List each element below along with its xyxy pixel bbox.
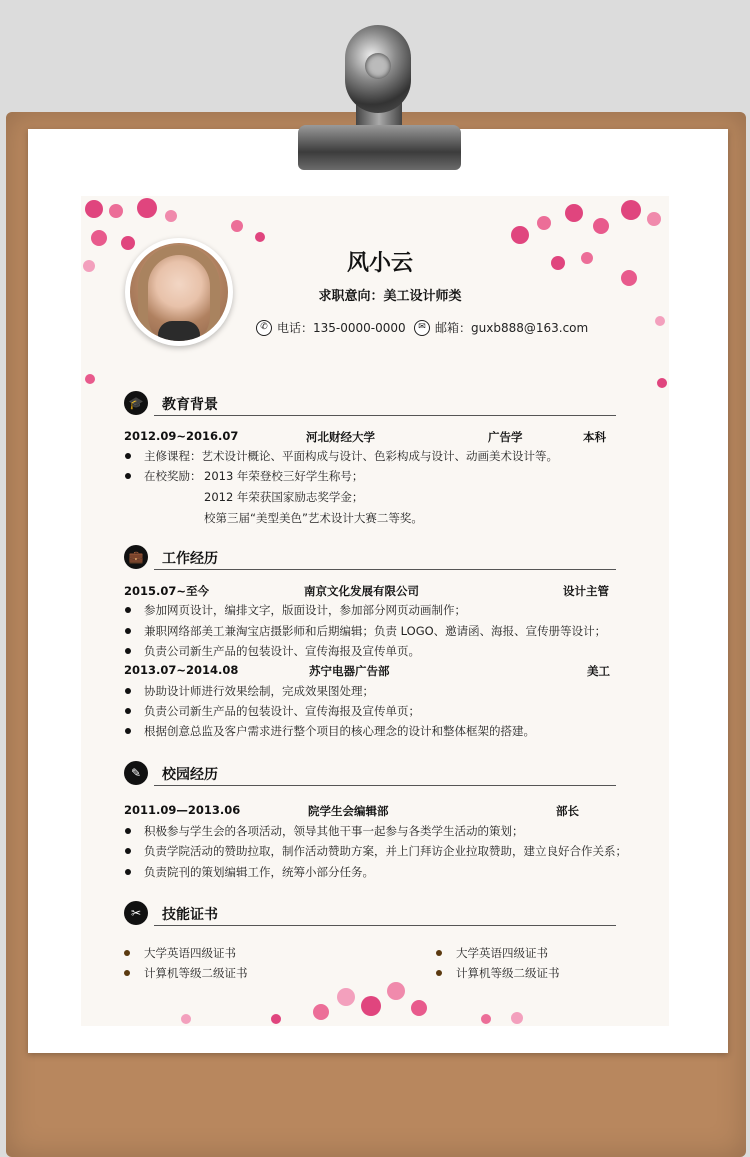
mail-icon: ✉ <box>414 320 430 336</box>
blossom-decoration <box>537 216 551 230</box>
section-header <box>124 901 616 927</box>
binder-clip <box>298 25 461 170</box>
job-role: 设计主管 <box>563 584 609 598</box>
bullet <box>436 950 442 956</box>
education-period: 2012.09~2016.07 <box>124 429 239 443</box>
blossom-decoration <box>181 1014 191 1024</box>
campus-duty: 积极参与学生会的各项活动，领导其他干事一起参与各类学生活动的策划； <box>144 824 524 838</box>
bullet <box>125 628 131 634</box>
cert-text: 计算机等级二级证书 <box>456 966 560 980</box>
bullet <box>124 970 130 976</box>
campus-role: 部长 <box>556 804 579 818</box>
blossom-decoration <box>85 374 95 384</box>
blossom-decoration <box>387 982 405 1000</box>
phone-contact <box>256 319 406 336</box>
tools-icon: ✂ <box>124 901 148 925</box>
campus-duty: 负责学院活动的赞助拉取，制作活动赞助方案，并上门拜访企业拉取赞助，建立良好合作关系； <box>144 844 627 858</box>
blossom-decoration <box>581 252 593 264</box>
job-period: 2013.07~2014.08 <box>124 663 239 677</box>
campus-period: 2011.09—2013.06 <box>124 803 241 817</box>
avatar <box>125 238 233 346</box>
section-education <box>124 391 616 417</box>
job-duty: 兼职网络部美工兼淘宝店摄影师和后期编辑；负责 LOGO、邀请函、海报、宣传册等设计； <box>144 624 607 638</box>
job-period: 2015.07~至今 <box>124 584 210 598</box>
phone-icon: ✆ <box>256 320 272 336</box>
blossom-decoration <box>657 378 667 388</box>
section-title: 技能证书 <box>162 907 218 923</box>
blossom-decoration <box>121 236 135 250</box>
bullet <box>125 648 131 654</box>
avatar-face <box>130 243 228 341</box>
blossom-decoration <box>511 1012 523 1024</box>
bullet <box>125 828 131 834</box>
job-company: 南京文化发展有限公司 <box>304 584 419 598</box>
blossom-decoration <box>85 200 103 218</box>
clip-base <box>298 125 461 170</box>
blossom-decoration <box>231 220 243 232</box>
blossom-decoration <box>255 232 265 242</box>
campus-row <box>124 803 614 819</box>
bullet <box>125 869 131 875</box>
blossom-decoration <box>109 204 123 218</box>
award-text: 2013 年荣登校三好学生称号； <box>204 469 364 483</box>
section-divider <box>154 569 616 570</box>
section-title: 教育背景 <box>162 397 218 413</box>
section-skills <box>124 901 616 927</box>
bullet <box>125 453 131 459</box>
award-text: 2012 年荣获国家励志奖学金； <box>204 490 364 504</box>
education-school: 河北财经大学 <box>306 430 375 444</box>
graduation-cap-icon: 🎓 <box>124 391 148 415</box>
job-role: 美工 <box>587 664 610 678</box>
blossom-decoration <box>165 210 177 222</box>
pen-icon: ✎ <box>124 761 148 785</box>
email-contact <box>414 319 588 336</box>
blossom-decoration <box>593 218 609 234</box>
job-duty: 负责公司新生产品的包装设计、宣传海报及宣传单页。 <box>144 644 420 658</box>
section-work <box>124 545 616 571</box>
bullet <box>124 950 130 956</box>
campus-duty: 负责院刊的策划编辑工作，统筹小部分任务。 <box>144 865 374 879</box>
course-text: 主修课程：艺术设计概论、平面构成与设计、色彩构成与设计、动画美术设计等。 <box>144 449 558 463</box>
cert-text: 计算机等级二级证书 <box>144 966 248 980</box>
job-row <box>124 663 614 679</box>
blossom-decoration <box>481 1014 491 1024</box>
bullet <box>125 848 131 854</box>
cert-text: 大学英语四级证书 <box>144 946 236 960</box>
phone-text: 电话：135-0000-0000 <box>277 321 406 335</box>
education-degree: 本科 <box>583 430 606 444</box>
blossom-decoration <box>271 1014 281 1024</box>
awards-label: 在校奖励： <box>144 469 202 483</box>
section-divider <box>154 415 616 416</box>
bullet <box>436 970 442 976</box>
blossom-decoration <box>621 200 641 220</box>
award-text: 校第三届“美型美色”艺术设计大赛二等奖。 <box>204 511 423 525</box>
blossom-decoration <box>511 226 529 244</box>
cert-text: 大学英语四级证书 <box>456 946 548 960</box>
blossom-decoration <box>91 230 107 246</box>
job-duty: 负责公司新生产品的包装设计、宣传海报及宣传单页； <box>144 704 420 718</box>
blossom-decoration <box>411 1000 427 1016</box>
section-title: 工作经历 <box>162 551 218 567</box>
blossom-decoration <box>361 996 381 1016</box>
job-duty: 协助设计师进行效果绘制，完成效果图处理； <box>144 684 374 698</box>
blossom-decoration <box>313 1004 329 1020</box>
section-title: 校园经历 <box>162 767 218 783</box>
job-row <box>124 583 614 599</box>
bullet <box>125 728 131 734</box>
section-header <box>124 761 616 787</box>
clip-ring <box>345 25 411 113</box>
blossom-decoration <box>137 198 157 218</box>
blossom-decoration <box>655 316 665 326</box>
blossom-decoration <box>621 270 637 286</box>
blossom-decoration <box>647 212 661 226</box>
candidate-name: 风小云 <box>346 251 413 276</box>
job-company: 苏宁电器广告部 <box>309 664 390 678</box>
section-header <box>124 391 616 417</box>
campus-org: 院学生会编辑部 <box>308 804 389 818</box>
education-row <box>124 429 614 445</box>
blossom-decoration <box>337 988 355 1006</box>
job-duty: 参加网页设计，编排文字，版面设计，参加部分网页动画制作； <box>144 603 466 617</box>
education-major: 广告学 <box>488 430 523 444</box>
briefcase-icon: 💼 <box>124 545 148 569</box>
job-intent: 求职意向：美工设计师类 <box>318 289 462 304</box>
bullet <box>125 688 131 694</box>
section-divider <box>154 925 616 926</box>
email-text: 邮箱：guxb888@163.com <box>435 321 589 335</box>
bullet <box>125 708 131 714</box>
job-duty: 根据创意总监及客户需求进行整个项目的核心理念的设计和整体框架的搭建。 <box>144 724 535 738</box>
blossom-decoration <box>551 256 565 270</box>
section-campus <box>124 761 616 787</box>
section-divider <box>154 785 616 786</box>
bullet <box>125 473 131 479</box>
bullet <box>125 607 131 613</box>
avatar-clothing <box>158 321 200 341</box>
blossom-decoration <box>565 204 583 222</box>
section-header <box>124 545 616 571</box>
blossom-decoration <box>83 260 95 272</box>
